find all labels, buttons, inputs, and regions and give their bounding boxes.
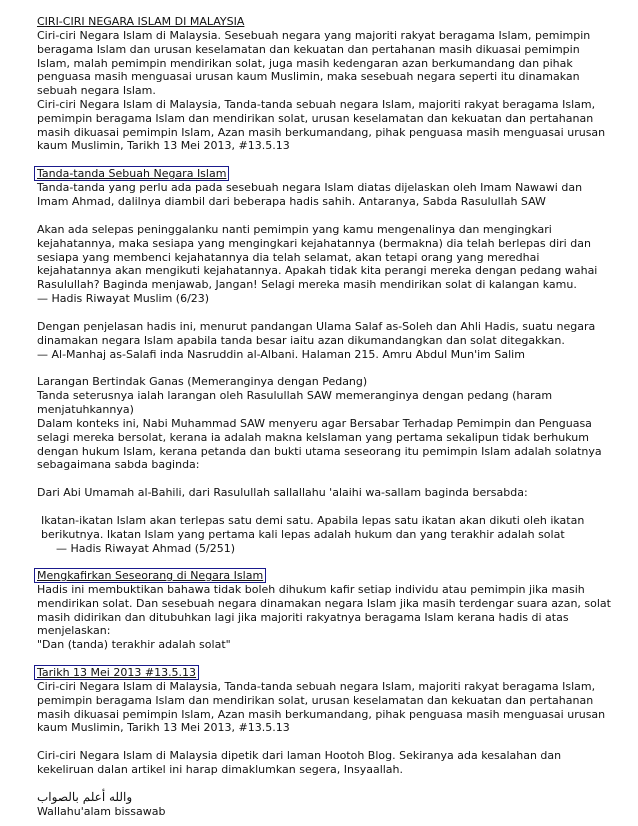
hadith-muslim <box>37 223 611 306</box>
paragraph-kafir: Hadis ini membuktikan bahawa tidak boleh dihukum kafir setiap individu atau pemimpin jika masih mendirikan solat. Dan sesebuah negara dinamakan negara Islam jika masih terdengar suara azan, solat masih didirikan dan ditubuhkan lagi jika majoriti rakyatnya beragama Islam kerana hadis di atas menjelaskan: <box>37 583 611 638</box>
paragraph-tanda: Tanda-tanda yang perlu ada pada sesebuah negara Islam diatas dijelaskan oleh Imam Nawawi dan Imam Ahmad, dalilnya diambil dari beberapa hadis sahih. Antaranya, Sabda Rasulullah SAW <box>37 181 583 208</box>
paragraph-quote-solat: "Dan (tanda) terakhir adalah solat" <box>37 638 231 651</box>
paragraph-intro: Ciri-ciri Negara Islam di Malaysia. Sesebuah negara yang majoriti rakyat beragama Islam, pemimpin beragama Islam dan urusan keselamatan dan kekuatan dan pertahanan masih dikuasai pemimpin Islam, malah pemimpin mendirikan solat, juga masih kedengaran azan berkumandang dan pihak penguasa masih menguasai urusan kaum Muslimin, maka sesebuah negara seperti itu dinamakan sebuah negara Islam. <box>37 29 591 98</box>
hadith-ahmad-citation: — Hadis Riwayat Ahmad (5/251) <box>56 541 235 555</box>
section-larangan <box>37 375 611 416</box>
document-title: CIRI-CIRI NEGARA ISLAM DI MALAYSIA <box>37 15 245 28</box>
ulama-citation: — Al-Manhaj as-Salafi inda Nasruddin al-Albani. Halaman 215. Amru Abdul Mun'im Salim <box>37 347 525 361</box>
larangan-text: Tanda seterusnya ialah larangan oleh Rasulullah SAW memeranginya dengan pedang (haram menjatuhkannya) <box>37 388 553 416</box>
paragraph-tarikh: Ciri-ciri Negara Islam di Malaysia, Tanda-tanda sebuah negara Islam, majoriti rakyat beragama Islam, pemimpin beragama Islam dan mendirikan solat, urusan keselamatan dan kekuatan dan pertahanan masih dikuasai pemimpin Islam, Azan masih berkumandang, pihak penguasa masih menguasai urusan kaum Muslimin, Tarikh 13 Mei 2013, #13.5.13 <box>37 680 606 735</box>
section-tanda <box>37 167 611 181</box>
paragraph-konteks: Dalam konteks ini, Nabi Muhammad SAW menyeru agar Bersabar Terhadap Pemimpin dan Penguasa selagi mereka bersolat, kerana ia adalah makna keIslaman yang pertama sekalipun tidak berhukum dengan hukum Islam, kerana petanda dan bukti utama seseorang itu pemimpin Islam adalah solatnya sebagaimana sabda baginda: <box>37 417 602 472</box>
paragraph-source: Ciri-ciri Negara Islam di Malaysia dipetik dari laman Hootoh Blog. Sekiranya ada kesalahan dan kekeliruan dalan artikel ini harap dimaklumkan segera, Insyaallah. <box>37 749 562 776</box>
section-kafir <box>37 569 611 583</box>
paragraph-summary: Ciri-ciri Negara Islam di Malaysia, Tanda-tanda sebuah negara Islam, majoriti rakyat beragama Islam, pemimpin beragama Islam dan mendirikan solat, urusan keselamatan dan kekuatan dan pertahanan masih dikuasai pemimpin Islam, Azan masih berkumandang, pihak penguasa masih menguasai urusan kaum Muslimin, Tarikh 13 Mei 2013, #13.5.13 <box>37 98 606 153</box>
hadith-ahmad <box>37 514 615 555</box>
heading-tanda-link[interactable]: Tanda-tanda Sebuah Negara Islam <box>34 166 229 181</box>
heading-larangan: Larangan Bertindak Ganas (Memeranginya dengan Pedang) <box>37 375 368 388</box>
heading-tarikh-link[interactable]: Tarikh 13 Mei 2013 #13.5.13 <box>34 665 199 680</box>
hadith-muslim-citation: — Hadis Riwayat Muslim (6/23) <box>37 291 210 305</box>
hadith-muslim-text: Akan ada selepas peninggalanku nanti pemimpin yang kamu mengenalinya dan mengingkari kejahatannya, maka sesiapa yang mengingkari kejahatannya (bermakna) dia telah berlepas diri dan sesiapa yang membenci kejahatannya dia telah selamat, akan tetapi orang yang meredhai kejahatannya akan mengikuti kejahatannya. Apakah tidak kita perangi mereka dengan pedang wahai Rasulullah? Baginda menjawab, Jangan! Selagi mereka masih mendirikan solat di kalangan kamu. <box>37 223 598 292</box>
paragraph-narration: Dari Abi Umamah al-Bahili, dari Rasulullah sallallahu 'alaihi wa-sallam baginda bersabda: <box>37 486 528 499</box>
latin-closing: Wallahu'alam bissawab <box>37 804 166 818</box>
paragraph-ulama <box>37 320 611 361</box>
section-tarikh <box>37 666 611 680</box>
heading-kafir-link[interactable]: Mengkafirkan Seseorang di Negara Islam <box>34 568 266 583</box>
arabic-closing: والله أعلم بالصواب <box>37 790 133 804</box>
hadith-ahmad-text: Ikatan-ikatan Islam akan terlepas satu demi satu. Apabila lepas satu ikatan akan dikuti oleh ikatan berikutnya. Ikatan Islam yang pertama kali lepas adalah hukum dan yang terakhir adalah solat <box>41 514 585 541</box>
closing <box>37 791 611 819</box>
ulama-text: Dengan penjelasan hadis ini, menurut pandangan Ulama Salaf as-Soleh dan Ahli Hadis, suatu negara dinamakan negara Islam apabila tanda besar iaitu azan dikumandangkan dan solat ditegakkan. <box>37 320 596 347</box>
